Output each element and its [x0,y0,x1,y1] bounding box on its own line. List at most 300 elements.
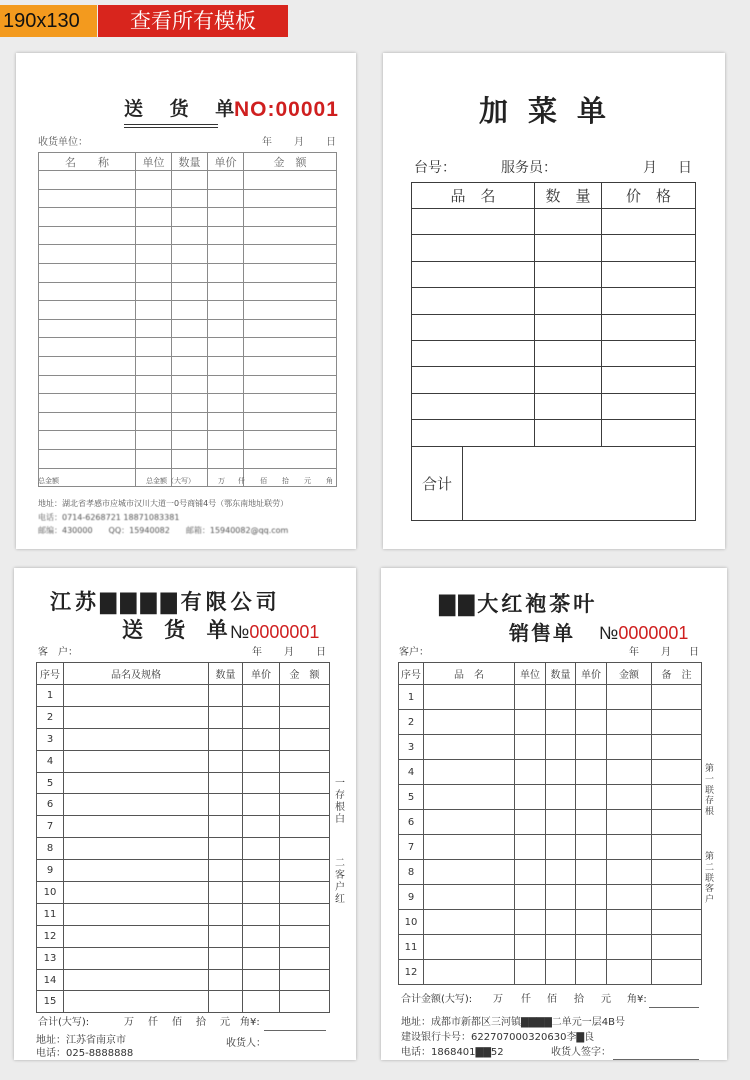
form-cell[interactable] [244,301,337,320]
form-cell[interactable] [280,860,330,882]
form-cell[interactable] [535,367,602,393]
form-cell[interactable] [652,885,702,910]
form-cell[interactable] [412,393,535,419]
table-row [399,810,702,835]
form-cell[interactable] [244,375,337,394]
form-cell[interactable] [136,245,172,264]
form-cell[interactable] [576,760,607,785]
form-cell[interactable] [546,935,576,960]
form-cell[interactable] [515,935,546,960]
form-cell[interactable] [64,838,209,860]
form-cell[interactable] [64,772,209,794]
column-header-index: 序号 [399,663,424,685]
form-cell[interactable] [602,393,696,419]
form-cell[interactable] [424,835,515,860]
form-cell[interactable] [652,810,702,835]
form-cell[interactable] [546,885,576,910]
receiver-label: 收货单位： [38,137,88,148]
form-cell[interactable] [515,760,546,785]
form-cell[interactable] [576,810,607,835]
form-cell[interactable] [424,910,515,935]
form-cell[interactable] [424,785,515,810]
form-cell[interactable] [39,226,136,245]
form-cell[interactable] [280,991,330,1013]
form-cell[interactable] [280,750,330,772]
form-cell[interactable] [209,772,243,794]
form-cell[interactable] [64,903,209,925]
form-cell[interactable] [209,838,243,860]
form-cell[interactable] [136,171,172,190]
form-cell[interactable] [424,885,515,910]
form-cell[interactable] [607,835,652,860]
form-cell[interactable] [576,910,607,935]
row-number: 12 [399,960,424,985]
column-header-unit: 单位 [136,153,172,171]
form-cell[interactable] [136,319,172,338]
form-cell[interactable] [535,209,602,235]
form-cell[interactable] [243,991,280,1013]
form-cell[interactable] [136,412,172,431]
form-cell[interactable] [136,375,172,394]
form-cell[interactable] [208,282,244,301]
form-cell[interactable] [209,706,243,728]
form-cell[interactable] [243,947,280,969]
form-cell[interactable] [64,882,209,904]
form-cell[interactable] [208,319,244,338]
form-cell[interactable] [546,835,576,860]
form-cell[interactable] [535,340,602,366]
form-cell[interactable] [607,810,652,835]
form-cell[interactable] [607,860,652,885]
form-cell[interactable] [244,412,337,431]
form-cell[interactable] [652,710,702,735]
form-cell[interactable] [515,685,546,710]
form-cell[interactable] [209,794,243,816]
template-add-dish-order[interactable] [383,53,725,549]
form-cell[interactable] [652,935,702,960]
form-cell[interactable] [39,263,136,282]
form-cell[interactable] [136,338,172,357]
form-cell[interactable] [136,301,172,320]
form-cell[interactable] [208,338,244,357]
form-cell[interactable] [652,760,702,785]
form-cell[interactable] [136,226,172,245]
form-cell[interactable] [424,735,515,760]
form-cell[interactable] [652,910,702,935]
form-cell[interactable] [424,810,515,835]
form-cell[interactable] [602,209,696,235]
form-cell[interactable] [208,263,244,282]
form-cell[interactable] [280,925,330,947]
form-cell[interactable] [209,816,243,838]
form-cell[interactable] [208,226,244,245]
total-unit-wan: 万 [493,994,503,1005]
form-cell[interactable] [208,189,244,208]
form-cell[interactable] [535,393,602,419]
form-cell[interactable] [535,314,602,340]
total-caps-label: 合计(大写): [38,1017,90,1028]
form-cell[interactable] [652,735,702,760]
template-sales-order[interactable] [381,568,727,1060]
form-cell[interactable] [209,925,243,947]
column-header-price: 单价 [208,153,244,171]
form-cell[interactable] [39,208,136,227]
form-cell[interactable] [208,394,244,413]
form-cell[interactable] [39,356,136,375]
table-row [412,367,696,393]
form-cell[interactable] [412,261,535,287]
table-row [399,735,702,760]
form-cell[interactable] [546,735,576,760]
form-cell[interactable] [244,468,337,487]
total-caps-label: 合计金额(大写): [401,994,473,1005]
form-cell[interactable] [209,903,243,925]
form-cell[interactable] [39,301,136,320]
column-header-price: 单价 [576,663,607,685]
table-row [37,816,330,838]
form-cell[interactable] [172,301,208,320]
form-cell[interactable] [412,314,535,340]
form-cell[interactable] [546,860,576,885]
form-cell[interactable] [64,750,209,772]
form-cell[interactable] [280,838,330,860]
form-cell[interactable] [652,835,702,860]
form-cell[interactable] [209,969,243,991]
total-unit-jiao: 角¥: [240,1017,260,1028]
form-cell[interactable] [424,685,515,710]
form-cell[interactable] [607,685,652,710]
form-cell[interactable] [136,263,172,282]
form-cell[interactable] [576,785,607,810]
form-cell[interactable] [208,356,244,375]
form-cell[interactable] [64,947,209,969]
form-cell[interactable] [64,969,209,991]
row-number: 5 [37,772,64,794]
form-cell[interactable] [576,860,607,885]
serial-value: 0000001 [249,622,320,642]
form-cell[interactable] [244,282,337,301]
form-cell[interactable] [546,960,576,985]
form-cell[interactable] [515,885,546,910]
form-cell[interactable] [208,301,244,320]
form-cell[interactable] [412,420,535,446]
form-cell[interactable] [546,760,576,785]
form-cell[interactable] [535,235,602,261]
form-cell[interactable] [208,412,244,431]
form-cell[interactable] [243,903,280,925]
table-row [37,772,330,794]
form-cell[interactable] [244,338,337,357]
form-cell[interactable] [244,319,337,338]
form-cell[interactable] [209,947,243,969]
form-cell[interactable] [208,375,244,394]
form-cell[interactable] [576,835,607,860]
date-day: 日 [326,137,336,148]
form-cell[interactable] [602,288,696,314]
form-cell[interactable] [136,208,172,227]
form-cell[interactable] [280,882,330,904]
form-cell[interactable] [515,810,546,835]
form-cell[interactable] [243,728,280,750]
copy-label-stub: 一 存 根 白 [335,778,345,825]
form-cell[interactable] [172,171,208,190]
form-cell[interactable] [136,356,172,375]
form-cell[interactable] [576,885,607,910]
serial-value: 0000001 [618,623,689,643]
form-cell[interactable] [535,261,602,287]
total-unit-bai: 佰 [547,994,557,1005]
form-cell[interactable] [244,356,337,375]
form-cell[interactable] [39,338,136,357]
form-cell[interactable] [209,882,243,904]
form-cell[interactable] [208,449,244,468]
form-cell[interactable] [280,706,330,728]
table-row [39,319,337,338]
form-cell[interactable] [39,449,136,468]
sheet4-title: 销售单 [509,621,575,645]
form-cell[interactable] [172,263,208,282]
form-cell[interactable] [64,706,209,728]
form-cell[interactable] [424,860,515,885]
total-cell[interactable] [463,446,696,520]
form-cell[interactable] [39,282,136,301]
total-unit-yuan: 元 [220,1017,230,1028]
table-row [412,235,696,261]
form-cell[interactable] [576,735,607,760]
form-cell[interactable] [243,706,280,728]
form-cell[interactable] [515,960,546,985]
form-cell[interactable] [172,338,208,357]
form-cell[interactable] [424,935,515,960]
form-cell[interactable] [602,420,696,446]
form-cell[interactable] [535,420,602,446]
form-cell[interactable] [280,772,330,794]
table-row [412,340,696,366]
column-header-dish: 品 名 [412,183,535,209]
form-cell[interactable] [243,794,280,816]
form-cell[interactable] [652,860,702,885]
form-cell[interactable] [424,710,515,735]
table-row [39,356,337,375]
form-cell[interactable] [136,449,172,468]
form-cell[interactable] [136,282,172,301]
form-cell[interactable] [243,816,280,838]
form-cell[interactable] [172,319,208,338]
form-cell[interactable] [412,209,535,235]
table-row [37,860,330,882]
form-cell[interactable] [244,226,337,245]
form-cell[interactable] [576,960,607,985]
form-cell[interactable] [602,261,696,287]
form-cell[interactable] [280,816,330,838]
form-cell[interactable] [172,449,208,468]
form-cell[interactable] [39,319,136,338]
form-cell[interactable] [243,838,280,860]
form-cell[interactable] [412,340,535,366]
form-cell[interactable] [172,282,208,301]
form-cell[interactable] [243,969,280,991]
form-cell[interactable] [607,785,652,810]
form-cell[interactable] [244,171,337,190]
form-cell[interactable] [576,685,607,710]
table-row [39,263,337,282]
serial-prefix: № [599,623,619,643]
view-all-templates-button[interactable]: 查看所有模板 [98,5,288,37]
form-cell[interactable] [208,431,244,450]
form-cell[interactable] [515,910,546,935]
form-cell[interactable] [412,235,535,261]
form-cell[interactable] [136,431,172,450]
form-cell[interactable] [607,735,652,760]
form-cell[interactable] [244,189,337,208]
total-unit-wan: 万 [124,1017,134,1028]
form-cell[interactable] [244,263,337,282]
form-cell[interactable] [172,226,208,245]
form-cell[interactable] [244,208,337,227]
form-cell[interactable] [172,375,208,394]
table-row [399,960,702,985]
serial-prefix: № [230,622,250,642]
form-cell[interactable] [39,245,136,264]
form-cell[interactable] [280,794,330,816]
total-amount-line [264,1030,326,1031]
form-cell[interactable] [64,925,209,947]
form-cell[interactable] [39,431,136,450]
form-cell[interactable] [607,760,652,785]
form-cell[interactable] [136,189,172,208]
form-cell[interactable] [244,431,337,450]
form-cell[interactable] [546,685,576,710]
form-cell[interactable] [39,171,136,190]
form-cell[interactable] [208,208,244,227]
form-cell[interactable] [515,860,546,885]
form-cell[interactable] [515,835,546,860]
form-cell[interactable] [424,760,515,785]
form-cell[interactable] [607,910,652,935]
form-cell[interactable] [515,735,546,760]
row-number: 9 [37,860,64,882]
form-cell[interactable] [64,685,209,707]
form-cell[interactable] [280,969,330,991]
date-year: 年 [252,647,262,658]
form-cell[interactable] [64,794,209,816]
form-cell[interactable] [602,340,696,366]
template-delivery-note-2[interactable] [14,568,356,1060]
table-row [37,685,330,707]
form-cell[interactable] [280,947,330,969]
form-cell[interactable] [209,685,243,707]
table-row [399,935,702,960]
form-cell[interactable] [412,288,535,314]
form-cell[interactable] [602,314,696,340]
form-cell[interactable] [602,367,696,393]
form-cell[interactable] [546,785,576,810]
form-cell[interactable] [39,412,136,431]
form-cell[interactable] [208,171,244,190]
form-cell[interactable] [244,394,337,413]
form-cell[interactable] [243,925,280,947]
form-cell[interactable] [172,189,208,208]
receiver-label: 收货人： [226,1038,266,1049]
table-row [37,991,330,1013]
form-cell[interactable] [576,710,607,735]
form-cell[interactable] [243,772,280,794]
size-badge: 190x130 [0,5,97,37]
form-cell[interactable] [243,750,280,772]
form-cell[interactable] [607,960,652,985]
form-cell[interactable] [515,785,546,810]
form-cell[interactable] [243,860,280,882]
row-number: 5 [399,785,424,810]
form-cell[interactable] [172,245,208,264]
form-cell[interactable] [39,189,136,208]
form-cell[interactable] [64,991,209,1013]
sheet3-table [36,662,330,1013]
form-cell[interactable] [652,960,702,985]
form-cell[interactable] [172,208,208,227]
form-cell[interactable] [607,710,652,735]
form-cell[interactable] [280,728,330,750]
template-delivery-note-1[interactable] [16,53,356,549]
form-cell[interactable] [535,288,602,314]
form-cell[interactable] [546,910,576,935]
total-unit-shi: 拾 [282,477,289,485]
form-cell[interactable] [412,367,535,393]
table-row [412,261,696,287]
form-cell[interactable] [515,710,546,735]
form-cell[interactable] [607,885,652,910]
form-cell[interactable] [172,356,208,375]
form-cell[interactable] [172,431,208,450]
form-cell[interactable] [209,991,243,1013]
form-cell[interactable] [172,412,208,431]
form-cell[interactable] [243,685,280,707]
form-cell[interactable] [546,810,576,835]
form-cell[interactable] [64,728,209,750]
form-cell[interactable] [652,785,702,810]
form-cell[interactable] [280,903,330,925]
total-label: 总金额 [38,477,59,485]
row-number: 6 [399,810,424,835]
table-row [37,750,330,772]
row-number: 2 [399,710,424,735]
form-cell[interactable] [607,935,652,960]
form-cell[interactable] [172,394,208,413]
form-cell[interactable] [209,860,243,882]
row-number: 1 [37,685,64,707]
form-cell[interactable] [209,750,243,772]
form-cell[interactable] [546,710,576,735]
form-cell[interactable] [576,935,607,960]
form-cell[interactable] [652,685,702,710]
form-cell[interactable] [64,860,209,882]
form-cell[interactable] [244,245,337,264]
form-cell[interactable] [243,882,280,904]
form-cell[interactable] [209,728,243,750]
form-cell[interactable] [424,960,515,985]
form-cell[interactable] [39,375,136,394]
form-cell[interactable] [208,245,244,264]
form-cell[interactable] [602,235,696,261]
form-cell[interactable] [64,816,209,838]
form-cell[interactable] [136,394,172,413]
form-cell[interactable] [39,394,136,413]
row-number: 8 [37,838,64,860]
form-cell[interactable] [244,449,337,468]
form-cell[interactable] [280,685,330,707]
column-header-name: 名 称 [39,153,136,171]
sheet1-phone: 电话：0714-6268721 18871083381 [38,513,180,522]
